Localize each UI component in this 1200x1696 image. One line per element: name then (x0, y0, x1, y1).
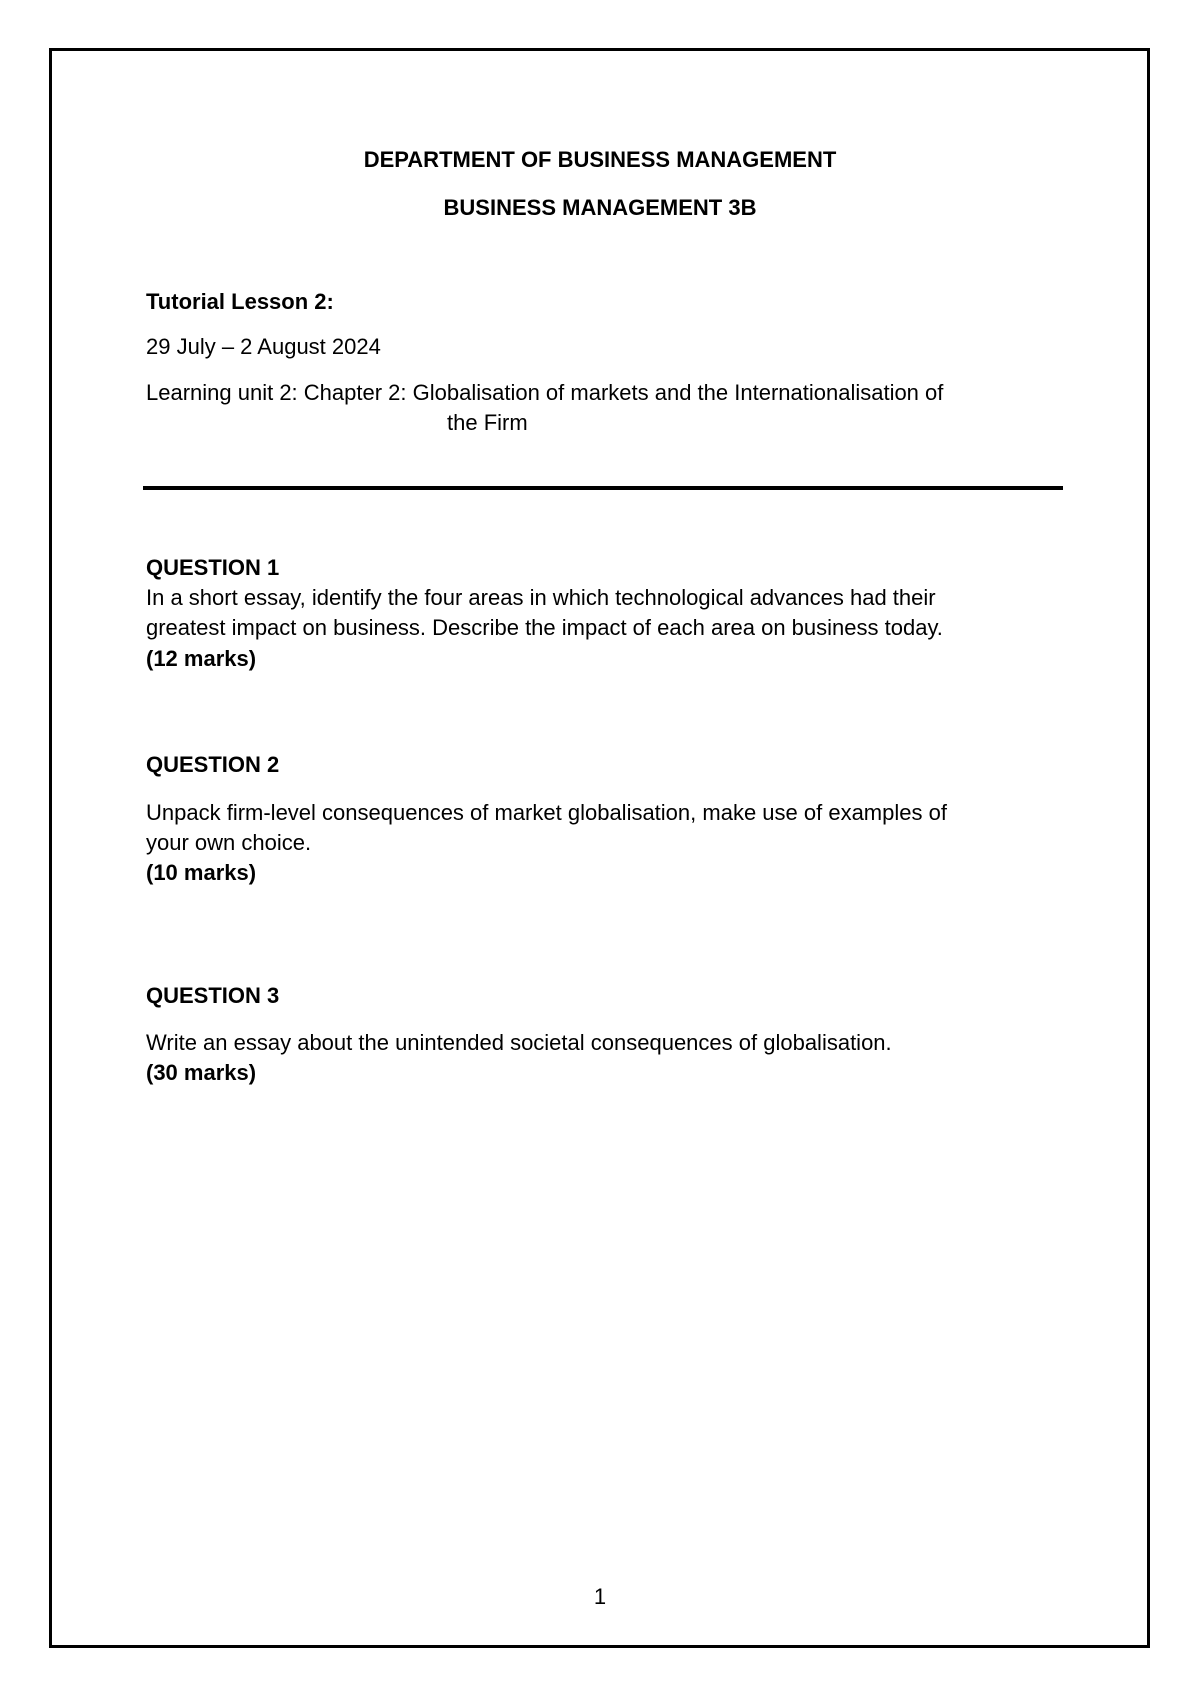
lesson-dates: 29 July – 2 August 2024 (146, 334, 381, 359)
question-2-marks: (10 marks) (146, 860, 257, 885)
question-3-text-line-1: Write an essay about the unintended societal consequences of globalisation. (146, 1030, 892, 1055)
question-3-heading: QUESTION 3 (146, 983, 280, 1008)
course-title: BUSINESS MANAGEMENT 3B (443, 195, 757, 220)
question-2-text-line-1: Unpack firm-level consequences of market globalisation, make use of examples of (146, 800, 947, 825)
question-2-heading: QUESTION 2 (146, 752, 280, 777)
question-1-heading: QUESTION 1 (146, 555, 280, 580)
learning-unit-line-1: Learning unit 2: Chapter 2: Globalisation of markets and the Internationalisation of (146, 380, 944, 405)
question-1-marks: (12 marks) (146, 646, 257, 671)
lesson-title: Tutorial Lesson 2: (146, 289, 334, 314)
question-1-text-line-2: greatest impact on business. Describe the impact of each area on business today. (146, 615, 943, 640)
department-title: DEPARTMENT OF BUSINESS MANAGEMENT (363, 147, 837, 172)
horizontal-divider (143, 486, 1063, 490)
question-2-text-line-2: your own choice. (146, 830, 312, 855)
learning-unit-line-2: the Firm (447, 410, 528, 435)
page-number: 1 (593, 1584, 607, 1609)
question-1-text-line-1: In a short essay, identify the four areas in which technological advances had their (146, 585, 936, 610)
question-3-marks: (30 marks) (146, 1060, 257, 1085)
